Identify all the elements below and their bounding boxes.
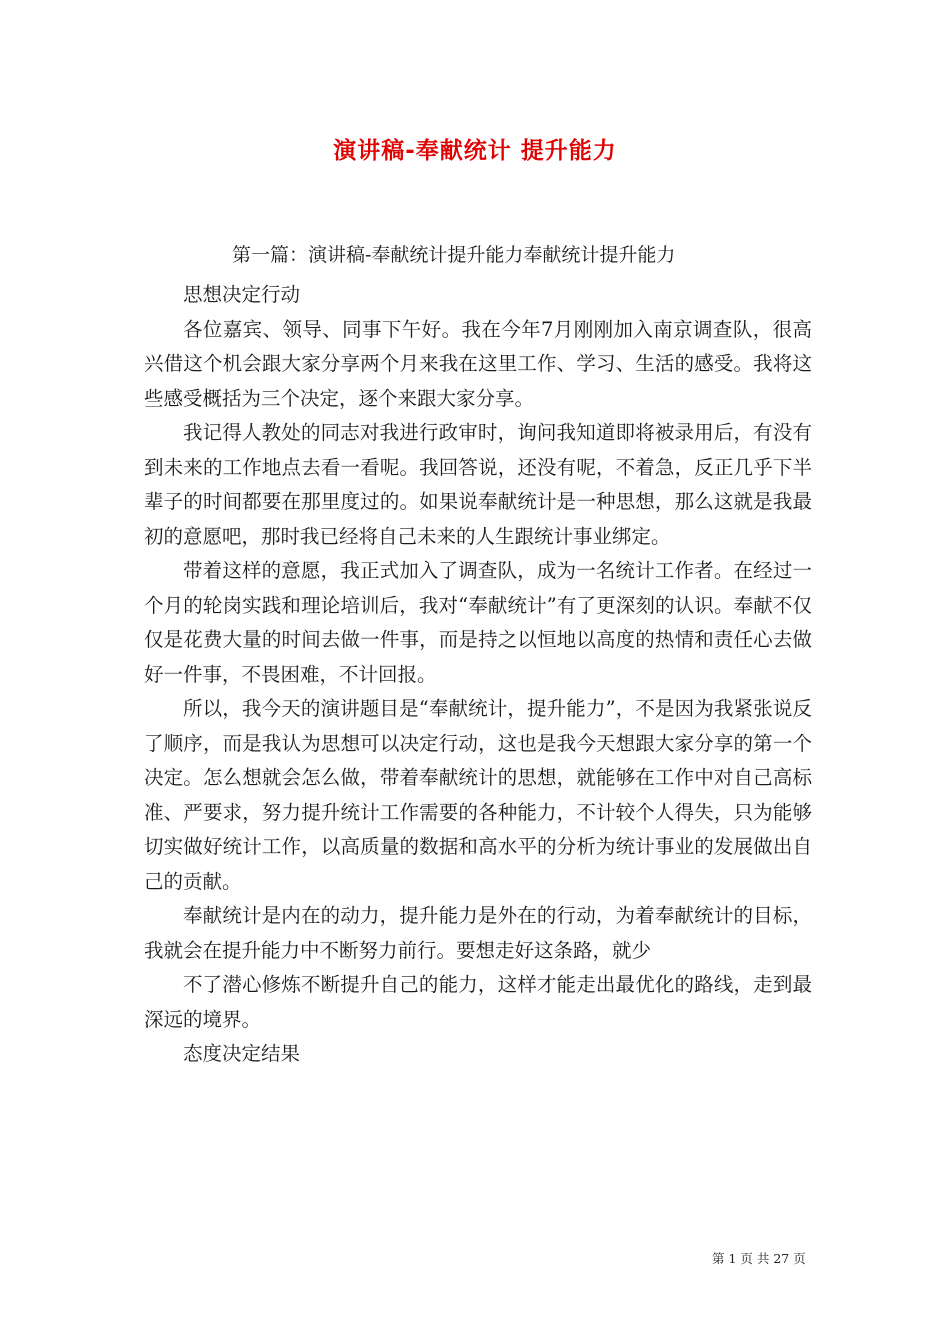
document-subtitle: 第一篇：演讲稿-奉献统计提升能力奉献统计提升能力 <box>232 244 676 266</box>
section-heading-thought: 思想决定行动 <box>183 283 301 306</box>
page-number: 第 1 页 共 27 页 <box>712 1251 806 1266</box>
section-heading-attitude: 态度决定结果 <box>183 1042 301 1065</box>
paragraph-political-review: 我记得人教处的同志对我进行政审时，询问我知道即将被录用后，有没有到未来的工作地点去看一看呢。我回答说，还没有呢，不着急，反正几乎下半辈子的时间都要在那里度过的。如果说奉献统计是一种思想，那么这就是我最初的意愿吧，那时我已经将自己未来的人生跟统计事业绑定。 <box>144 421 812 548</box>
paragraph-motivation: 奉献统计是内在的动力，提升能力是外在的行动，为着奉献统计的目标，我就会在提升能力中不断努力前行。要想走好这条路，就少 <box>144 904 812 962</box>
paragraph-speech-topic: 所以，我今天的演讲题目是“奉献统计，提升能力”，不是因为我紧张说反了顺序，而是我认为思想可以决定行动，这也是我今天想跟大家分享的第一个决定。怎么想就会怎么做，带着奉献统计的思想，就能够在工作中对自己高标准、严要求，努力提升统计工作需要的各种能力，不计较个人得失，只为能够切实做好统计工作，以高质量的数据和高水平的分析为统计事业的发展做出自己的贡献。 <box>144 697 812 893</box>
document-title: 演讲稿-奉献统计 提升能力 <box>333 138 617 164</box>
paragraph-joining-team: 带着这样的意愿，我正式加入了调查队，成为一名统计工作者。在经过一个月的轮岗实践和理论培训后，我对“奉献统计”有了更深刻的认识。奉献不仅仅是花费大量的时间去做一件事，而是持之以恒地以高度的热情和责任心去做好一件事，不畏困难，不计回报。 <box>144 559 812 686</box>
paragraph-continuation: 不了潜心修炼不断提升自己的能力，这样才能走出最优化的路线，走到最深远的境界。 <box>144 973 812 1031</box>
document-body <box>144 278 812 1072</box>
paragraph-intro: 各位嘉宾、领导、同事下午好。我在今年7月刚刚加入南京调查队，很高兴借这个机会跟大家分享两个月来我在这里工作、学习、生活的感受。我将这些感受概括为三个决定，逐个来跟大家分享。 <box>144 317 812 410</box>
